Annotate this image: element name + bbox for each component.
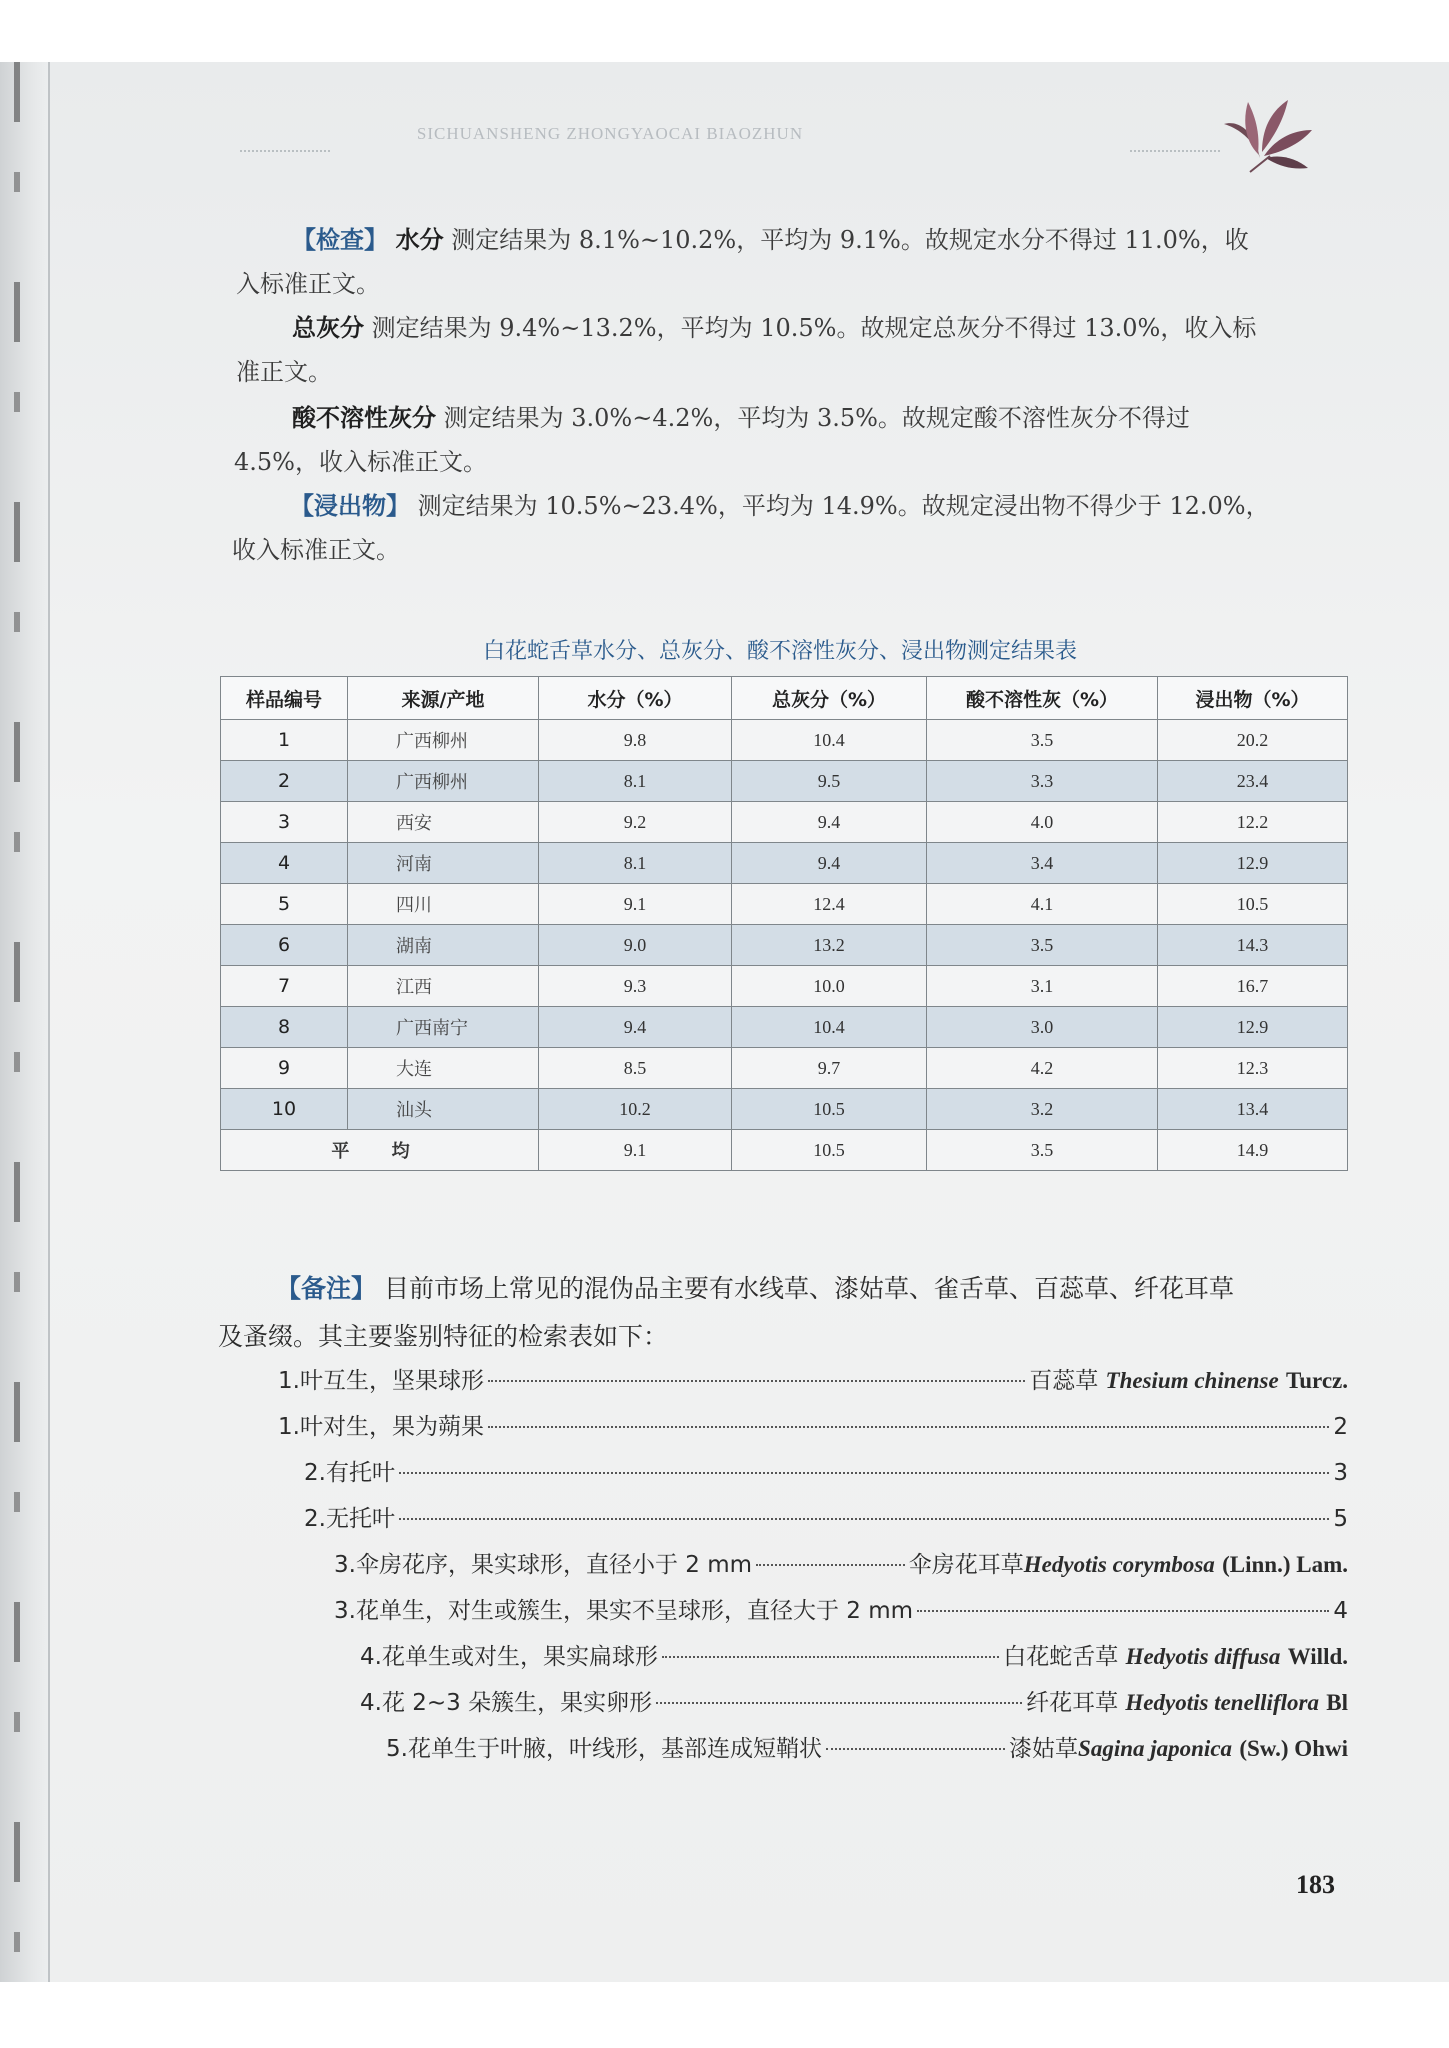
key-result: 5 [1333, 1506, 1348, 1532]
cell-total-ash: 9.4 [732, 802, 927, 843]
key-text: 5.花单生于叶腋，叶线形，基部连成短鞘状 [386, 1736, 822, 1762]
book-page [0, 62, 1449, 1982]
cell-extract: 16.7 [1158, 966, 1348, 1007]
avg-moisture: 9.1 [539, 1130, 732, 1171]
key-text: 1.叶对生，果为蒴果 [278, 1414, 484, 1440]
key-author: Bl [1326, 1690, 1348, 1715]
check-tag: 【检查】 [292, 226, 388, 254]
binding-marks [14, 62, 20, 1982]
key-leader [756, 1564, 905, 1566]
running-head: SICHUANSHENG ZHONGYAOCAI BIAOZHUN [416, 124, 804, 143]
key-result: 2 [1333, 1414, 1348, 1440]
key-author: Willd. [1287, 1644, 1348, 1669]
key-text: 1.叶互生，坚果球形 [278, 1368, 484, 1394]
note-text: 目前市场上常见的混伪品主要有水线草、漆姑草、雀舌草、百蕊草、纤花耳草 [383, 1274, 1234, 1303]
cell-no: 2 [221, 761, 348, 802]
cell-total-ash: 13.2 [732, 925, 927, 966]
table-row [221, 1048, 1348, 1089]
table-average-row [221, 1130, 1348, 1171]
key-cn: 纤花耳草 [1026, 1690, 1119, 1716]
key-leader [662, 1656, 999, 1658]
cell-no: 7 [221, 966, 348, 1007]
cell-acid-ash: 4.2 [927, 1048, 1158, 1089]
cell-origin: 湖南 [348, 925, 539, 966]
cell-origin: 广西柳州 [348, 761, 539, 802]
moisture-term: 水分 [395, 226, 444, 254]
cell-origin: 广西柳州 [348, 720, 539, 761]
key-entry [334, 1588, 1348, 1634]
key-leader [917, 1610, 1329, 1612]
key-leader [399, 1518, 1329, 1520]
ash-line [292, 306, 1256, 350]
key-cn: 白花蛇舌草 [1003, 1644, 1119, 1670]
leaf-logo-icon [1210, 72, 1320, 182]
extract-text: 测定结果为 10.5%~23.4%，平均为 14.9%。故规定浸出物不得少于 12.0%， [417, 492, 1270, 520]
ash-term: 总灰分 [292, 314, 364, 342]
key-result: 4 [1333, 1598, 1348, 1624]
key-entry [386, 1726, 1348, 1772]
cell-no: 4 [221, 843, 348, 884]
cell-acid-ash: 3.1 [927, 966, 1158, 1007]
key-text: 3.伞房花序，果实球形，直径小于 2 mm [334, 1552, 753, 1578]
note-tag: 【备注】 [276, 1274, 377, 1303]
key-leader [399, 1472, 1329, 1474]
table-row [221, 1089, 1348, 1130]
avg-acid-ash: 3.5 [927, 1130, 1158, 1171]
cell-no: 9 [221, 1048, 348, 1089]
cell-acid-ash: 3.5 [927, 720, 1158, 761]
header-dots-left [240, 150, 330, 152]
cell-no: 6 [221, 925, 348, 966]
key-result [909, 1542, 1348, 1588]
key-entry [360, 1634, 1348, 1680]
cell-origin: 广西南宁 [348, 1007, 539, 1048]
cell-total-ash: 9.5 [732, 761, 927, 802]
key-latin: Hedyotis tenelliflora [1125, 1690, 1319, 1715]
note-cont: 及蚤缀。其主要鉴别特征的检索表如下： [218, 1322, 669, 1351]
cell-acid-ash: 3.4 [927, 843, 1158, 884]
ash-text: 测定结果为 9.4%~13.2%，平均为 10.5%。故规定总灰分不得过 13.0%，收入标 [371, 314, 1257, 342]
cell-moisture: 9.3 [539, 966, 732, 1007]
table-row [221, 966, 1348, 1007]
header-origin: 来源/产地 [348, 677, 539, 720]
page-number: 183 [1296, 1870, 1335, 1899]
cell-no: 10 [221, 1089, 348, 1130]
cell-origin: 江西 [348, 966, 539, 1007]
table-row [221, 761, 1348, 802]
cell-moisture: 9.4 [539, 1007, 732, 1048]
table-row [221, 1007, 1348, 1048]
key-result: 3 [1333, 1460, 1348, 1486]
cell-origin: 大连 [348, 1048, 539, 1089]
book-spine [0, 62, 50, 1982]
key-entry [278, 1358, 1348, 1404]
extract-line [290, 484, 1270, 528]
cell-no: 8 [221, 1007, 348, 1048]
key-latin: Sagina japonica [1078, 1736, 1233, 1761]
header-total-ash: 总灰分（%） [732, 677, 927, 720]
cell-extract: 20.2 [1158, 720, 1348, 761]
acid-ash-line [292, 396, 1190, 440]
table-row [221, 925, 1348, 966]
cell-extract: 10.5 [1158, 884, 1348, 925]
cell-moisture: 10.2 [539, 1089, 732, 1130]
key-latin: Thesium chinense [1105, 1368, 1279, 1393]
avg-extract: 14.9 [1158, 1130, 1348, 1171]
key-entry [360, 1680, 1348, 1726]
cell-extract: 12.3 [1158, 1048, 1348, 1089]
cell-origin: 西安 [348, 802, 539, 843]
table-row [221, 843, 1348, 884]
key-cn: 百蕊草 [1029, 1368, 1099, 1394]
key-text: 4.花 2~3 朵簇生，果实卵形 [360, 1690, 653, 1716]
cell-moisture: 9.0 [539, 925, 732, 966]
cell-acid-ash: 4.1 [927, 884, 1158, 925]
header-dots-right [1130, 150, 1220, 152]
key-latin: Hedyotis diffusa [1125, 1644, 1281, 1669]
key-author: (Sw.) Ohwi [1239, 1736, 1348, 1761]
extract-cont: 收入标准正文。 [232, 536, 400, 564]
cell-total-ash: 12.4 [732, 884, 927, 925]
cell-acid-ash: 3.2 [927, 1089, 1158, 1130]
cell-total-ash: 10.4 [732, 1007, 927, 1048]
avg-total-ash: 10.5 [732, 1130, 927, 1171]
key-cn: 漆姑草 [1009, 1736, 1079, 1762]
cell-moisture: 9.2 [539, 802, 732, 843]
cell-extract: 13.4 [1158, 1089, 1348, 1130]
header-acid-ash: 酸不溶性灰（%） [927, 677, 1158, 720]
cell-origin: 四川 [348, 884, 539, 925]
key-leader [826, 1748, 1005, 1750]
cell-extract: 12.9 [1158, 843, 1348, 884]
cell-no: 5 [221, 884, 348, 925]
key-author: Turcz. [1286, 1368, 1348, 1393]
key-latin: Hedyotis corymbosa [1023, 1552, 1215, 1577]
cell-total-ash: 9.4 [732, 843, 927, 884]
check-moisture-line [292, 218, 1249, 262]
acid-ash-cont: 4.5%，收入标准正文。 [234, 448, 487, 476]
cell-moisture: 9.8 [539, 720, 732, 761]
header-moisture: 水分（%） [539, 677, 732, 720]
header-sample-no: 样品编号 [221, 677, 348, 720]
cell-acid-ash: 3.5 [927, 925, 1158, 966]
cell-acid-ash: 4.0 [927, 802, 1158, 843]
key-text: 2.有托叶 [304, 1460, 395, 1486]
cell-no: 1 [221, 720, 348, 761]
cell-total-ash: 10.4 [732, 720, 927, 761]
key-text: 4.花单生或对生，果实扁球形 [360, 1644, 658, 1670]
cell-acid-ash: 3.0 [927, 1007, 1158, 1048]
header-extract: 浸出物（%） [1158, 677, 1348, 720]
cell-extract: 23.4 [1158, 761, 1348, 802]
key-result [1026, 1680, 1348, 1726]
ash-cont: 准正文。 [236, 358, 332, 386]
results-table [220, 676, 1348, 1171]
acid-ash-text: 测定结果为 3.0%~4.2%，平均为 3.5%。故规定酸不溶性灰分不得过 [443, 404, 1190, 432]
key-entry [304, 1450, 1348, 1496]
key-entry [278, 1404, 1348, 1450]
moisture-cont: 入标准正文。 [236, 270, 380, 298]
cell-no: 3 [221, 802, 348, 843]
cell-total-ash: 10.5 [732, 1089, 927, 1130]
cell-extract: 12.9 [1158, 1007, 1348, 1048]
cell-origin: 汕头 [348, 1089, 539, 1130]
acid-ash-term: 酸不溶性灰分 [292, 404, 436, 432]
table-row [221, 884, 1348, 925]
moisture-text: 测定结果为 8.1%~10.2%，平均为 9.1%。故规定水分不得过 11.0%，收 [451, 226, 1249, 254]
table-header-row [221, 677, 1348, 720]
key-entry [334, 1542, 1348, 1588]
key-result [1029, 1358, 1348, 1404]
cell-total-ash: 10.0 [732, 966, 927, 1007]
cell-origin: 河南 [348, 843, 539, 884]
key-entry [304, 1496, 1348, 1542]
cell-moisture: 8.1 [539, 761, 732, 802]
key-text: 3.花单生，对生或簇生，果实不呈球形，直径大于 2 mm [334, 1598, 914, 1624]
extract-tag: 【浸出物】 [290, 492, 410, 520]
cell-moisture: 8.1 [539, 843, 732, 884]
note-line [276, 1266, 1234, 1312]
cell-extract: 12.2 [1158, 802, 1348, 843]
table-row [221, 720, 1348, 761]
cell-extract: 14.3 [1158, 925, 1348, 966]
key-result [1009, 1726, 1348, 1772]
key-leader [488, 1380, 1025, 1382]
cell-total-ash: 9.7 [732, 1048, 927, 1089]
cell-acid-ash: 3.3 [927, 761, 1158, 802]
key-text: 2.无托叶 [304, 1506, 395, 1532]
key-leader [488, 1426, 1329, 1428]
key-author: (Linn.) Lam. [1222, 1552, 1348, 1577]
table-row [221, 802, 1348, 843]
table-title: 白花蛇舌草水分、总灰分、酸不溶性灰分、浸出物测定结果表 [482, 639, 1077, 664]
key-result [1003, 1634, 1348, 1680]
key-leader [656, 1702, 1022, 1704]
key-cn: 伞房花耳草 [908, 1552, 1024, 1578]
average-label: 平 均 [221, 1130, 539, 1171]
cell-moisture: 8.5 [539, 1048, 732, 1089]
cell-moisture: 9.1 [539, 884, 732, 925]
